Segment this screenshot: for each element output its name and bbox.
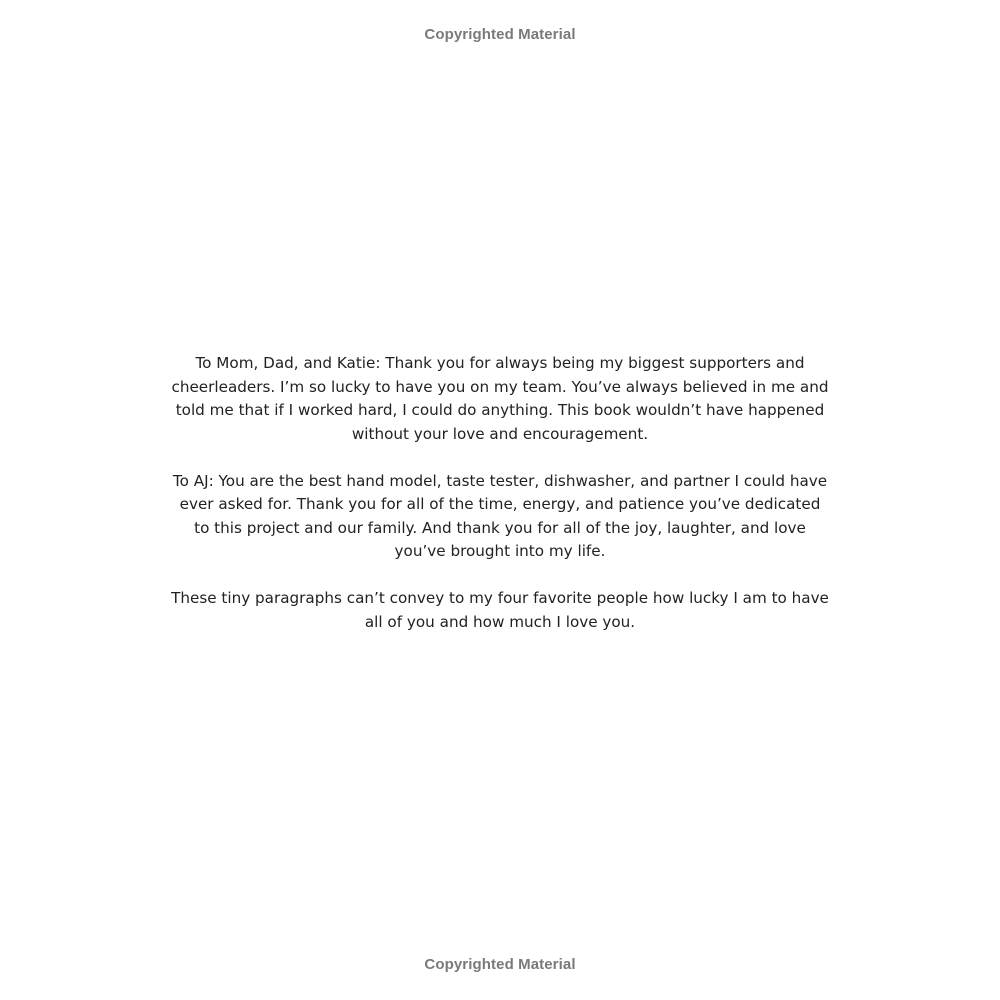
dedication-paragraph-family: To Mom, Dad, and Katie: Thank you for always being my biggest supporters and cheerleaders. I’m so lucky to have you on my team. You’ve always believed in me and told me that if I worked hard, I could do anything. This book wouldn’t have happened without your love and encouragement. (171, 354, 829, 443)
copyright-watermark-bottom: Copyrighted Material (424, 956, 576, 973)
dedication-text-block (170, 352, 830, 634)
dedication-paragraph-aj: To AJ: You are the best hand model, taste tester, dishwasher, and partner I could have ever asked for. Thank you for all of the time, energy, and patience you’ve dedicated to this project and our family. And thank you for all of the joy, laughter, and love you’ve brought into my life. (172, 471, 828, 560)
copyright-watermark-top: Copyrighted Material (424, 26, 576, 43)
dedication-paragraph-closing: These tiny paragraphs can’t convey to my four favorite people how lucky I am to have all of you and how much I love you. (171, 589, 829, 631)
